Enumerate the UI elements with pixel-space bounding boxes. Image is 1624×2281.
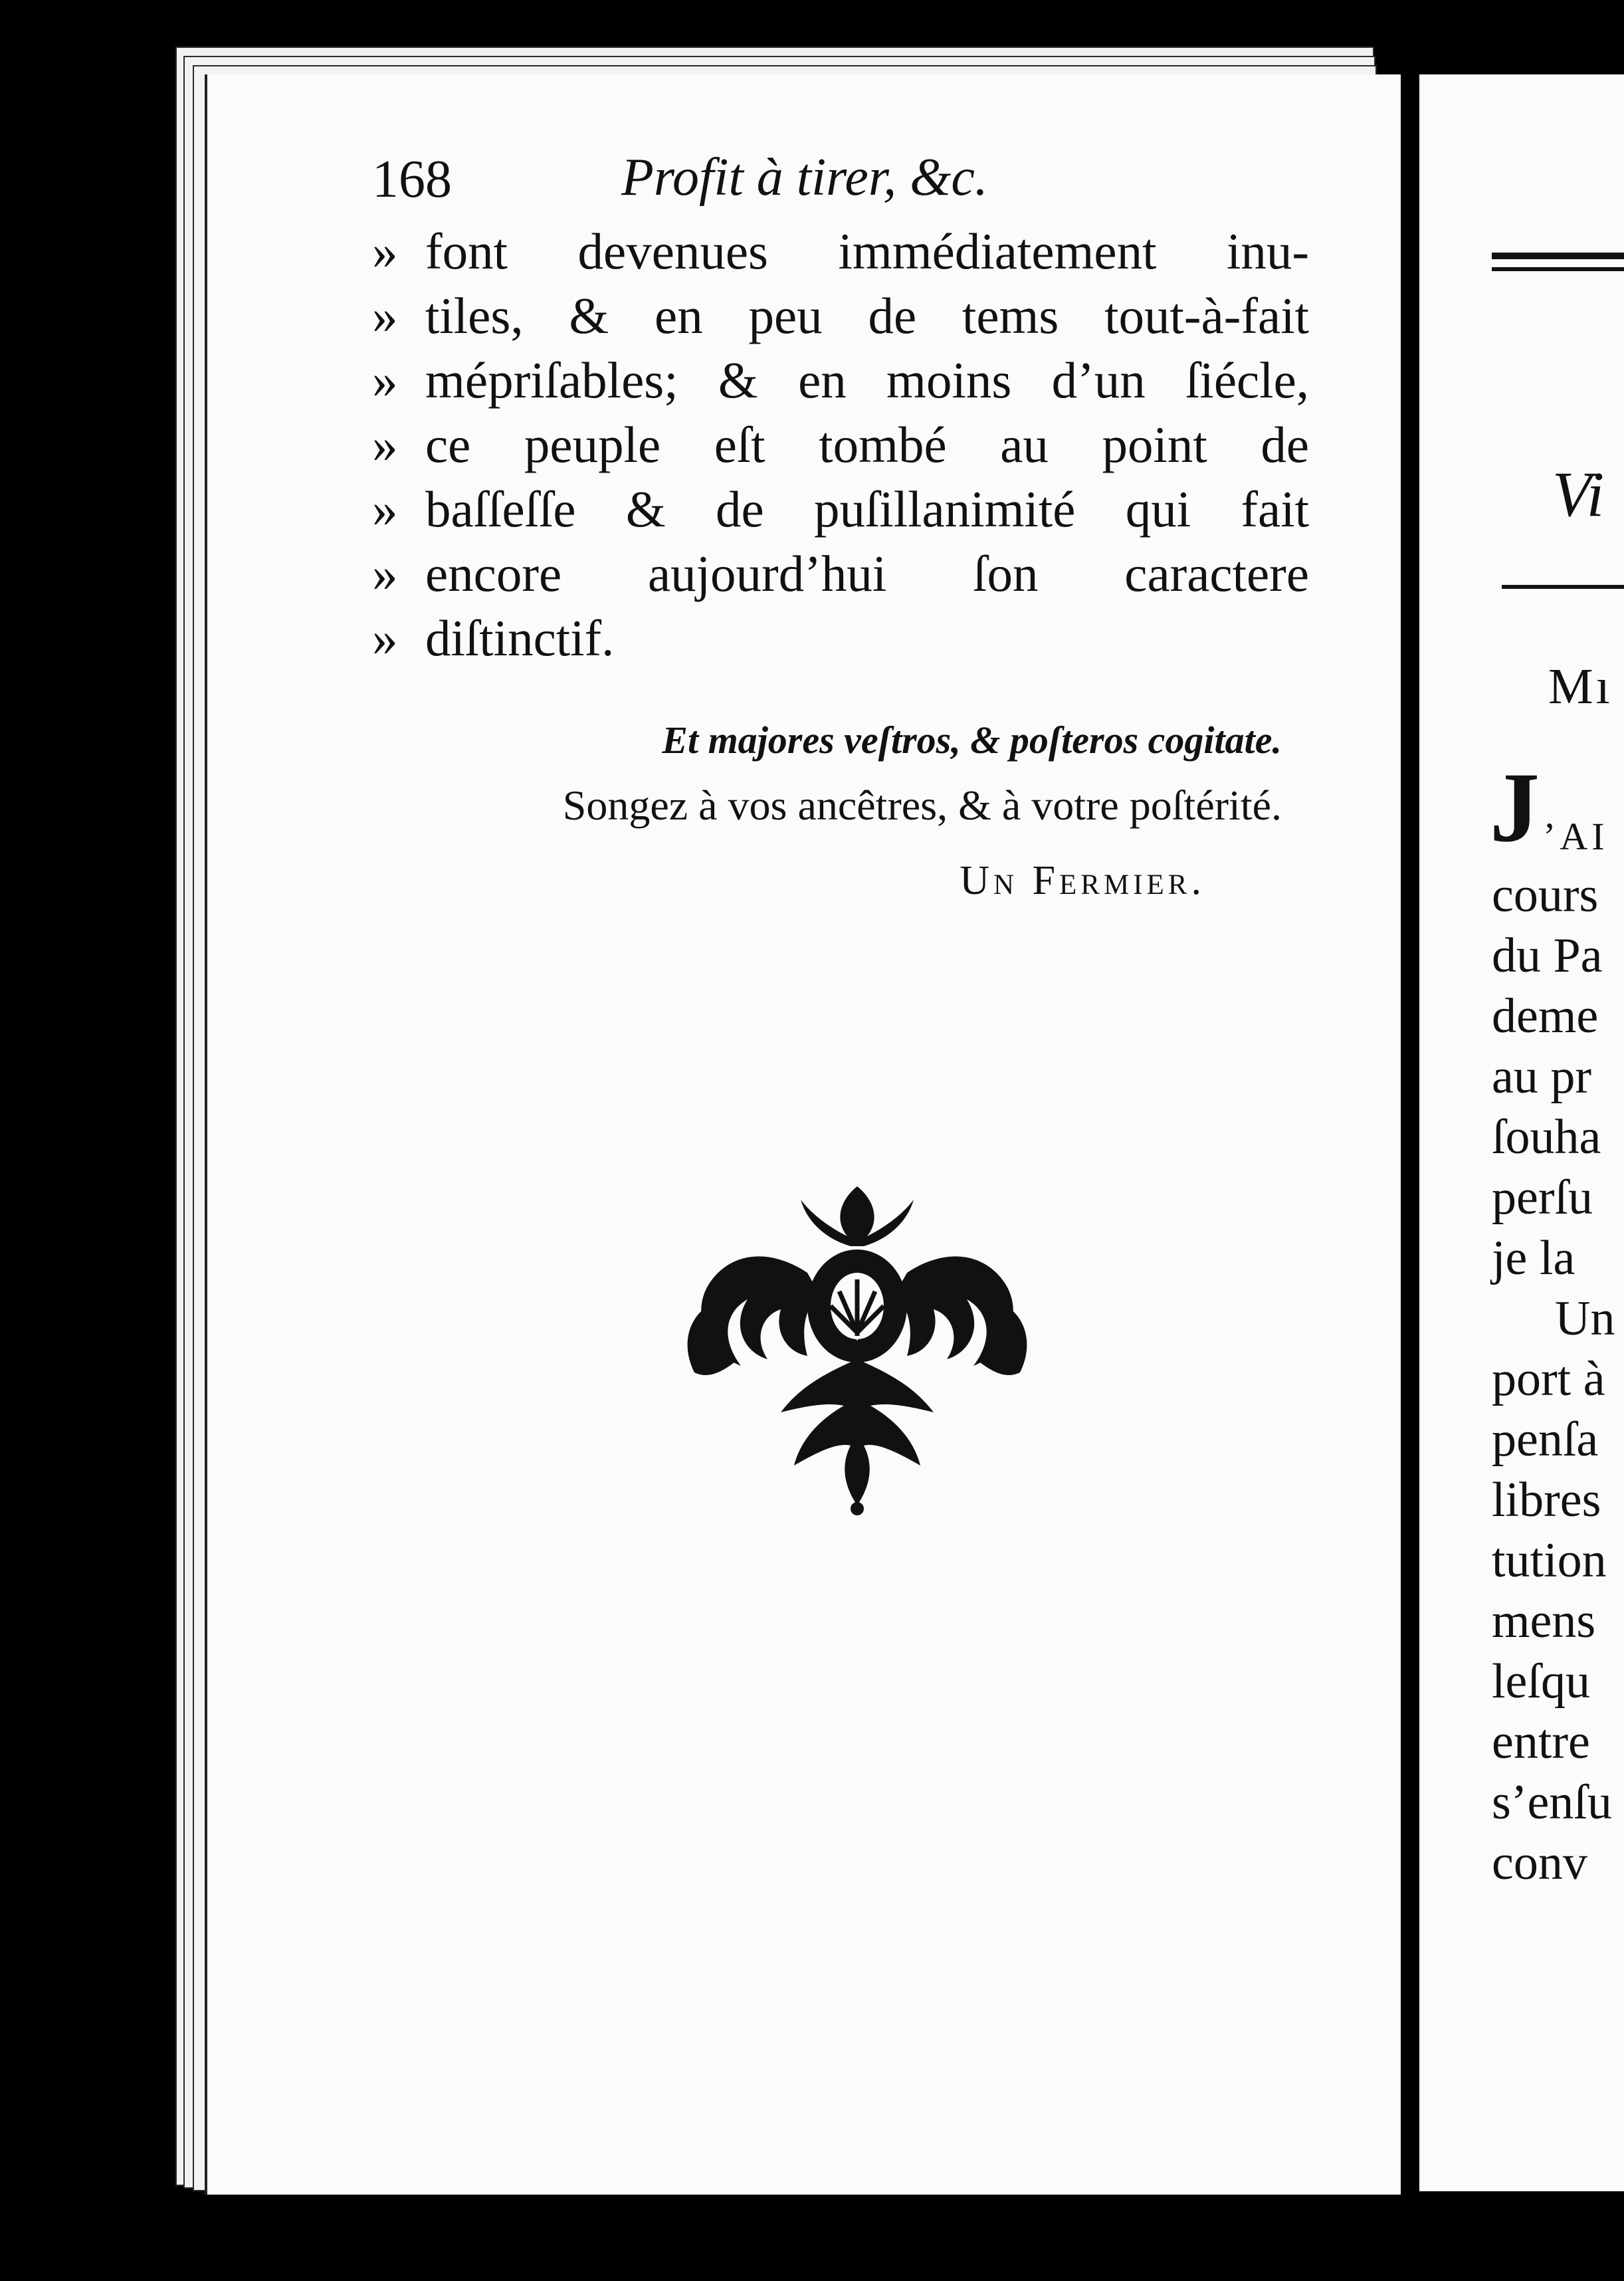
page-number: 168 [372,150,452,209]
line-text: baſſeſſe & de puſillanimité qui fait [425,481,1309,538]
first-word-fragment: ’AI [1543,815,1609,858]
right-heading-fragment: Vi [1552,459,1605,530]
text-line [372,352,1309,409]
text-line [372,545,1309,602]
text-line [372,287,1309,344]
epigraph-latin: Et majores veſtros, & poſteros cogitate. [662,718,1282,762]
line-text: tiles, & en peu de tems tout-à-fait [425,287,1309,344]
quotation-mark: » [372,481,398,538]
double-rule-top [1492,253,1624,259]
right-text-line: leſqu [1492,1654,1590,1709]
right-text-line: mens [1492,1594,1596,1648]
line-text: ce peuple eſt tombé au point de [425,416,1309,473]
right-text-line: cours [1492,868,1599,923]
epigraph-french: Songez à vos ancêtres, & à votre poſtérité. [562,782,1282,829]
right-text-line: au pr [1492,1049,1591,1104]
signature: Un Fermier. [960,858,1205,903]
floral-fleuron-icon [668,1173,1047,1519]
section-rule [1502,585,1624,589]
right-text-line: penſa [1492,1412,1599,1467]
quotation-mark: » [372,545,398,602]
quotation-mark: » [372,287,398,344]
text-line [372,609,1309,667]
quotation-mark: » [372,609,398,667]
line-text: mépriſables; & en moins d’un ſiécle, [425,352,1309,409]
salutation-fragment: Mı [1548,659,1613,714]
right-text-line: libres [1492,1473,1601,1527]
right-text-line: port à [1492,1352,1605,1406]
text-line [372,223,1309,280]
drop-cap: J [1490,752,1540,863]
right-text-line: conv [1492,1836,1587,1890]
right-text-line: s’enſu [1492,1775,1612,1830]
right-text-line: je la [1492,1231,1575,1285]
quotation-mark: » [372,223,398,280]
right-text-line: ſouha [1492,1110,1601,1164]
right-text-line: tution [1492,1533,1607,1588]
line-text: encore aujourd’hui ſon caractere [425,545,1309,602]
double-rule-bottom [1492,267,1624,271]
line-text: diſtinctif. [425,609,615,667]
text-line [372,416,1309,473]
quotation-mark: » [372,352,398,409]
right-text-line: entre [1492,1715,1590,1769]
right-text-line: Un [1555,1291,1615,1346]
right-text-line: deme [1492,989,1599,1043]
quotation-mark: » [372,416,398,473]
line-text: font devenues immédiatement inu- [425,223,1309,280]
right-text-line: du Pa [1492,928,1603,983]
text-line [372,481,1309,538]
right-text-line: perſu [1492,1170,1593,1225]
running-title: Profit à tirer, &c. [621,148,988,207]
